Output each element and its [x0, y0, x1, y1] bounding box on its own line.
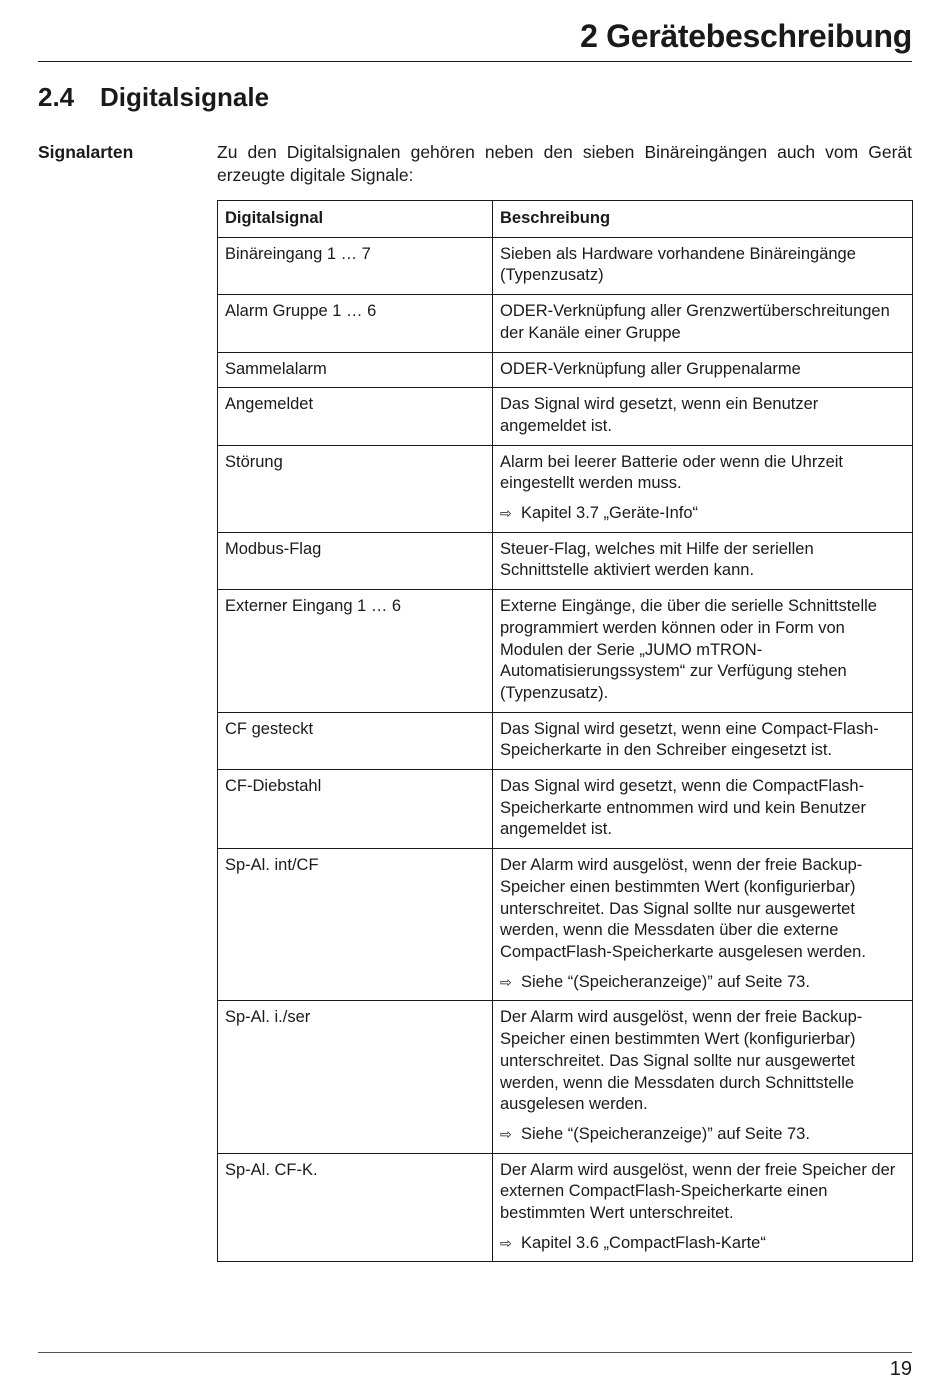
- section-number: 2.4: [38, 82, 75, 112]
- description-text: Sieben als Hardware vorhandene Binäreingänge (Typenzusatz): [500, 244, 856, 285]
- table-row: [218, 849, 913, 1001]
- description-text: Der Alarm wird ausgelöst, wenn der freie Speicher der externen CompactFlash-Speicherkarte einen bestimmten Wert unterschreitet.: [500, 1160, 896, 1223]
- signal-description-cell: [493, 388, 913, 445]
- signal-name-cell: Angemeldet: [218, 388, 493, 445]
- description-text: Das Signal wird gesetzt, wenn eine Compact-Flash-Speicherkarte in den Schreiber eingesetzt ist.: [500, 719, 879, 760]
- right-arrow-outline-icon: ⇨: [500, 1125, 512, 1142]
- cross-reference-text: Siehe “(Speicheranzeige)” auf Seite 73.: [521, 972, 810, 991]
- signal-name-cell: Sp-Al. int/CF: [218, 849, 493, 1001]
- description-text: Das Signal wird gesetzt, wenn die CompactFlash-Speicherkarte entnommen wird und kein Benutzer angemeldet ist.: [500, 777, 866, 839]
- description-text: ODER-Verknüpfung aller Gruppenalarme: [500, 359, 801, 378]
- signal-name-cell: Sp-Al. i./ser: [218, 1001, 493, 1153]
- signal-description-cell: [493, 712, 913, 769]
- description-text: Externe Eingänge, die über die serielle Schnittstelle programmiert werden können oder in Form von Modulen der Serie „JUMO mTRON-Automatisierungssystem“ zur Verfügung stehen (Typenzusatz).: [500, 597, 877, 702]
- signal-description-cell: [493, 445, 913, 532]
- signal-name-cell: Externer Eingang 1 … 6: [218, 590, 493, 713]
- signal-name-cell: CF-Diebstahl: [218, 770, 493, 849]
- section-heading: [38, 82, 269, 113]
- cross-reference-text: Kapitel 3.7 „Geräte-Info“: [521, 504, 699, 523]
- table-row: [218, 295, 913, 352]
- signal-name-cell: CF gesteckt: [218, 712, 493, 769]
- signal-name-cell: Sp-Al. CF-K.: [218, 1153, 493, 1262]
- digital-signals-table: [217, 200, 913, 1262]
- table-row: [218, 590, 913, 713]
- table-body: [218, 237, 913, 1262]
- table-row: [218, 352, 913, 388]
- table-row: [218, 770, 913, 849]
- table-row: [218, 1001, 913, 1153]
- chapter-title: 2 Gerätebeschreibung: [580, 18, 912, 54]
- description-text: Der Alarm wird ausgelöst, wenn der freie Backup-Speicher einen bestimmten Wert (konfigurierbar) unterschreitet. Das Signal sollte nur ausgewertet werden, wenn die Messdaten über die externe CompactFlash-Speicherkarte ausgelesen werden.: [500, 856, 866, 961]
- section-title: Digitalsignale: [100, 82, 270, 112]
- right-arrow-outline-icon: ⇨: [500, 1234, 512, 1251]
- cross-reference: [500, 972, 905, 994]
- right-arrow-outline-icon: ⇨: [500, 973, 512, 990]
- right-arrow-outline-icon: ⇨: [500, 505, 512, 522]
- description-text: Das Signal wird gesetzt, wenn ein Benutzer angemeldet ist.: [500, 395, 819, 435]
- margin-label: Signalarten: [38, 142, 134, 162]
- table-row: [218, 445, 913, 532]
- header-divider: [38, 61, 912, 62]
- cross-reference: [500, 1233, 905, 1255]
- signal-description-cell: [493, 532, 913, 589]
- signal-name-cell: Modbus-Flag: [218, 532, 493, 589]
- table-header-row: [218, 201, 913, 238]
- cross-reference-text: Siehe “(Speicheranzeige)” auf Seite 73.: [521, 1124, 810, 1143]
- signal-description-cell: [493, 295, 913, 352]
- table-row: [218, 237, 913, 294]
- signal-description-cell: [493, 1153, 913, 1262]
- footer-divider: [38, 1352, 912, 1353]
- table-row: [218, 388, 913, 445]
- table-row: [218, 532, 913, 589]
- page-number: 19: [889, 1358, 912, 1380]
- signal-description-cell: [493, 590, 913, 713]
- signal-name-cell: Alarm Gruppe 1 … 6: [218, 295, 493, 352]
- signal-description-cell: [493, 1001, 913, 1153]
- description-text: Alarm bei leerer Batterie oder wenn die Uhrzeit eingestellt werden muss.: [500, 452, 843, 493]
- signal-description-cell: [493, 237, 913, 294]
- intro-paragraph: Zu den Digitalsignalen gehören neben den sieben Binäreingängen auch vom Gerät erzeugte digitale Signale:: [217, 142, 912, 185]
- description-text: ODER-Verknüpfung aller Grenzwertüberschreitungen der Kanäle einer Gruppe: [500, 302, 890, 342]
- cross-reference-text: Kapitel 3.6 „CompactFlash-Karte“: [521, 1233, 766, 1252]
- signal-name-cell: Sammelalarm: [218, 352, 493, 388]
- cross-reference: [500, 503, 905, 525]
- column-header-signal: Digitalsignal: [218, 201, 493, 238]
- description-text: Der Alarm wird ausgelöst, wenn der freie Backup-Speicher einen bestimmten Wert (konfigurierbar) unterschreitet. Das Signal sollte nur ausgewertet werden, wenn die Messdaten durch Schnittstelle ausgelesen werden.: [500, 1008, 863, 1114]
- signal-name-cell: Binäreingang 1 … 7: [218, 237, 493, 294]
- description-text: Steuer-Flag, welches mit Hilfe der seriellen Schnittstelle aktiviert werden kann.: [500, 539, 814, 580]
- signal-description-cell: [493, 352, 913, 388]
- signal-name-cell: Störung: [218, 445, 493, 532]
- table-row: [218, 1153, 913, 1262]
- column-header-description: Beschreibung: [493, 201, 913, 238]
- signal-description-cell: [493, 770, 913, 849]
- table-row: [218, 712, 913, 769]
- cross-reference: [500, 1124, 905, 1146]
- signal-description-cell: [493, 849, 913, 1001]
